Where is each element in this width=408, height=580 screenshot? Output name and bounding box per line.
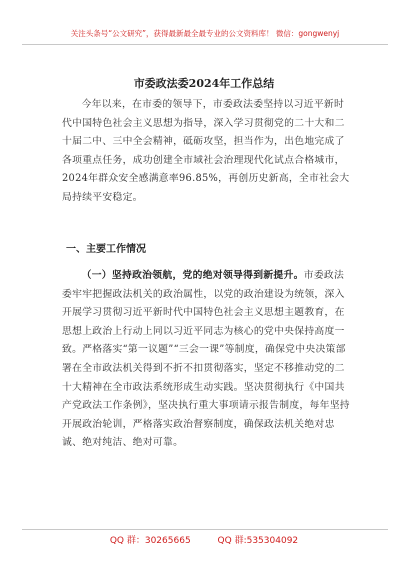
subsection-body: 市委政法委牢牢把握政法机关的政治属性，以党的政治建设为统领，深入开展学习贯彻习近平新时代中国特色社会主义思想主题教育，在思想上政治上行动上同以习近平同志为核心的党中央保持高度一致。严格落实“第一议题”“三会一课”等制度，确保党中央决策部署在全市政法机关得到不折不扣贯彻落实，坚定不移推动党的二十大精神在全市政法系统形成生动实践。坚决贯彻执行《中国共产党政法工作条例》，坚决执行重大事项请示报告制度，每年坚持开展政治轮训，严格落实政治督察制度，确保政法机关绝对忠诚、绝对纯洁、绝对可靠。 <box>62 270 350 449</box>
section-heading-main-work: 一、主要工作情况 <box>66 244 146 255</box>
footer-qq-group-1: QQ 群：30265665 <box>109 536 191 546</box>
footer-qq-group-2: QQ 群:535304092 <box>217 536 299 546</box>
intro-paragraph: 今年以来，在市委的领导下，市委政法委坚持以习近平新时代中国特色社会主义思想为指导，深入学习贯彻党的二十大和二十届二中、三中全会精神，砥砺攻坚，担当作为，出色地完成了各项重点任务，成功创建全市域社会治理现代化试点合格城市，2024年群众安全感满意率96.85%，再创历史新高，全市社会大局持续平安稳定。 <box>62 99 350 203</box>
footer <box>0 533 408 546</box>
document-title: 市委政法委2024年工作总结 <box>133 77 275 90</box>
header-banner: 关注头条号“公文研究”，获得最新最全最专业的公文资料库！ 微信：gongwenyj <box>70 29 340 38</box>
header-divider <box>22 44 388 45</box>
footer-divider <box>22 529 388 530</box>
subsection-paragraph <box>62 267 352 453</box>
subsection-lead: （一）坚持政治领航，党的绝对领导得到新提升。 <box>81 270 304 281</box>
